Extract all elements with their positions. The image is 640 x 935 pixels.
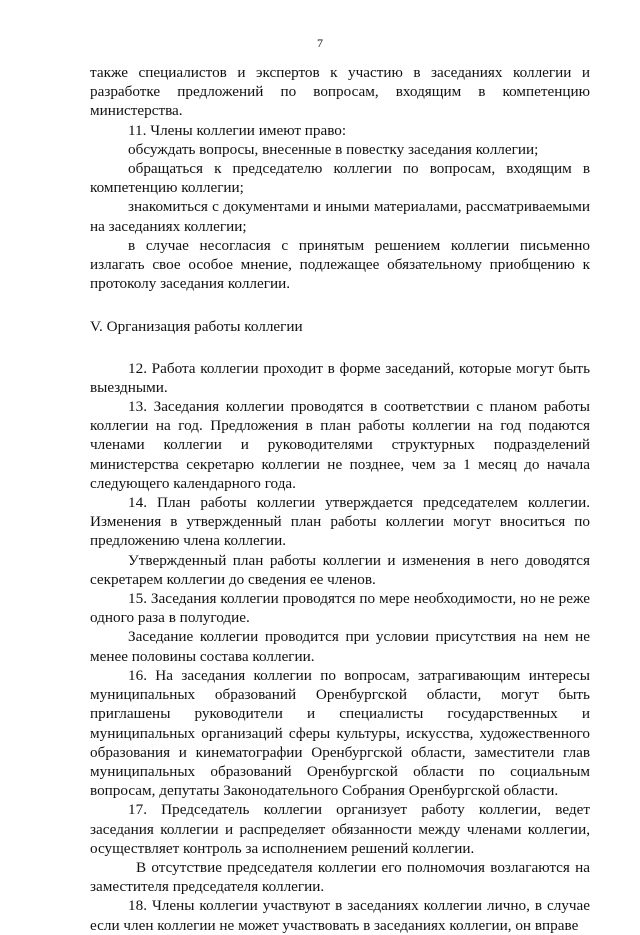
paragraph-11: 11. Члены коллегии имеют право: — [128, 121, 347, 139]
paragraph-17: 17. Председатель коллегии организует работу коллегии, ведет заседания коллегии и распределяет обязанности между членами коллегии, осуществляет контроль за исполнением решений коллегии. — [90, 801, 590, 857]
paragraph-17-absence: В отсутствие председателя коллегии его полномочия возлагаются на заместителя председателя коллегии. — [90, 858, 590, 896]
page-number: 7 — [317, 36, 323, 50]
paragraph-18: 18. Члены коллегии участвуют в заседаниях коллегии лично, в случае если член коллегии не может участвовать в заседаниях коллегии, он вправе — [90, 897, 590, 934]
paragraph-16: 16. На заседания коллегии по вопросам, затрагивающим интересы муниципальных образований Оренбургской области, могут быть приглашены руководители и специалисты государственных и муниципальных организаций сферы культуры, искусства, художественного образования и кинематографии Оренбургской области, заместители глав муниципальных образований Оренбургской области по социальным вопросам, депутаты Законодательного Собрания Оренбургской области. — [90, 666, 590, 800]
section-heading: V. Организация работы коллегии — [90, 318, 303, 336]
paragraph-14: 14. План работы коллегии утверждается председателем коллегии. Изменения в утвержденный план работы коллегии могут вноситься по предложению члена коллегии. — [90, 494, 590, 550]
paragraph-continuation: также специалистов и экспертов к участию в заседаниях коллегии и разработке предложений по вопросам, входящим в компетенцию министерства. — [90, 64, 590, 120]
paragraph-12: 12. Работа коллегии проходит в форме заседаний, которые могут быть выездными. — [90, 359, 590, 396]
paragraph-15: 15. Заседания коллегии проводятся по мере необходимости, но не реже одного раза в полугодие. — [90, 590, 590, 627]
paragraph-11-right-2: обращаться к председателю коллегии по вопросам, входящим в компетенцию коллегии; — [90, 160, 590, 197]
paragraph-15-quorum: Заседание коллегии проводится при условии присутствия на нем не менее половины состава коллегии. — [90, 628, 590, 665]
document-body — [90, 63, 590, 935]
paragraph-11-right-3: знакомиться с документами и иными материалами, рассматриваемыми на заседаниях коллегии; — [90, 198, 590, 235]
paragraph-11-right-4: в случае несогласия с принятым решением коллегии письменно излагать свое особое мнение, подлежащее обязательному приобщению к протоколу заседания коллегии. — [90, 236, 590, 293]
paragraph-11-right-1: обсуждать вопросы, внесенные в повестку заседания коллегии; — [128, 140, 539, 158]
paragraph-13: 13. Заседания коллегии проводятся в соответствии с планом работы коллегии на год. Предложения в план работы коллегии на год подаются членами коллегии и руководителями структурных подразделений министерства секретарю коллегии не позднее, чем за 1 месяц до начала следующего календарного года. — [90, 398, 590, 492]
paragraph-14-approved-plan: Утвержденный план работы коллегии и изменения в него доводятся секретарем коллегии до сведения ее членов. — [90, 551, 590, 588]
